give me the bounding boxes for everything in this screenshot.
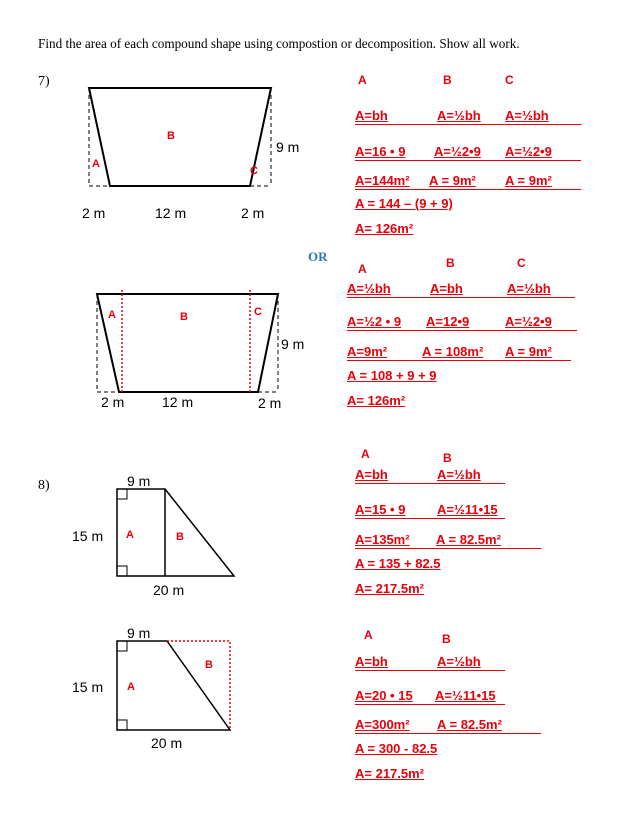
w7a-l4: A = 144 – (9 + 9) (355, 196, 453, 211)
w8b-l5: A= 217.5m² (355, 766, 425, 781)
w8a-l3-b: A = 82.5m² (436, 532, 501, 547)
fig8a-label-a: A (126, 529, 134, 541)
fig8b-dim-height: 15 m (72, 679, 104, 695)
w7b-l1-a: A=½bh (347, 281, 391, 296)
fig8a-label-b: B (176, 531, 184, 543)
w8b-l2-a: A=20 • 15 (355, 688, 413, 703)
w7b-l3-a: A=9m² (347, 344, 388, 359)
w7a-l3-c: A = 9m² (505, 173, 552, 188)
w7a-l2-a: A=16 • 9 (355, 144, 406, 159)
w7b-l3-c: A = 9m² (505, 344, 552, 359)
w8a-l3-a: A=135m² (355, 532, 410, 547)
w7a-header-a: A (358, 73, 367, 87)
w8a-header-a: A (361, 447, 370, 461)
fig7b-dim-right: 2 m (258, 395, 282, 411)
w7b-l2-b: A=12•9 (426, 314, 470, 329)
fig7a-dim-right: 2 m (241, 205, 265, 221)
w7a-l3-b: A = 9m² (429, 173, 476, 188)
w7b-l5: A= 126m² (347, 393, 406, 408)
fig7a-dim-left: 2 m (82, 205, 106, 221)
fig7a-label-c: C (250, 165, 258, 177)
fig7a-dim-height: 9 m (276, 139, 300, 155)
w8b-l3-a: A=300m² (355, 717, 410, 732)
fig8b-label-a: A (127, 681, 135, 693)
fig8a-dim-top: 9 m (127, 473, 151, 489)
fig8b-label-b: B (205, 659, 213, 671)
w8b-l2-b: A=½11•15 (435, 688, 496, 703)
fig7a-dim-base: 12 m (155, 205, 187, 221)
w7a-l3-a: A=144m² (355, 173, 410, 188)
fig7b-label-a: A (108, 309, 116, 321)
w7a-l1-b: A=½bh (437, 108, 481, 123)
fig7b-label-c: C (254, 306, 262, 318)
w7a-l1-c: A=½bh (505, 108, 549, 123)
fig7b-dim-height: 9 m (281, 336, 305, 352)
figure-7-decomposition (89, 88, 271, 186)
figure-7-composition (97, 294, 278, 392)
w7b-l2-c: A=½2•9 (505, 314, 552, 329)
w7a-l2-c: A=½2•9 (505, 144, 552, 159)
w7b-l1-c: A=½bh (507, 281, 551, 296)
w8b-l1-a: A=bh (355, 654, 388, 669)
fig7b-dim-base: 12 m (162, 394, 194, 410)
problem-number-8: 8) (38, 478, 50, 493)
w8a-l1-a: A=bh (355, 467, 388, 482)
w7a-l2-b: A=½2•9 (434, 144, 481, 159)
w8b-header-a: A (364, 628, 373, 642)
w7b-l2-a: A=½2 • 9 (347, 314, 402, 329)
w7b-l1-b: A=bh (430, 281, 463, 296)
fig7a-label-a: A (92, 158, 100, 170)
fig7b-label-b: B (180, 311, 188, 323)
w7a-l1-a: A=bh (355, 108, 388, 123)
w7b-header-b: B (446, 256, 455, 270)
w8a-l5: A= 217.5m² (355, 581, 425, 596)
fig7a-label-b: B (167, 130, 175, 142)
w8a-header-b: B (443, 451, 452, 465)
w7a-header-b: B (443, 73, 452, 87)
problem-number-7: 7) (38, 74, 50, 89)
fig8a-dim-height: 15 m (72, 528, 104, 544)
w8a-l4: A = 135 + 82.5 (355, 556, 441, 571)
w7a-l5: A= 126m² (355, 221, 414, 236)
fig8b-dim-top: 9 m (127, 625, 151, 641)
fig8a-dim-base: 20 m (153, 582, 185, 598)
w8a-l2-b: A=½11•15 (437, 502, 498, 517)
w7a-header-c: C (505, 73, 514, 87)
w7b-l4: A = 108 + 9 + 9 (347, 368, 437, 383)
w8b-l1-b: A=½bh (437, 654, 481, 669)
w7b-l3-b: A = 108m² (422, 344, 484, 359)
w8b-l4: A = 300 - 82.5 (355, 741, 438, 756)
trapezoid-shape (89, 88, 271, 186)
w7b-header-a: A (358, 262, 367, 276)
w8a-l2-a: A=15 • 9 (355, 502, 406, 517)
w8a-l1-b: A=½bh (437, 467, 481, 482)
w7b-header-c: C (517, 256, 526, 270)
fig8b-dim-base: 20 m (151, 735, 183, 751)
or-label: OR (308, 249, 328, 264)
w8b-l3-b: A = 82.5m² (437, 717, 502, 732)
w8b-header-b: B (442, 632, 451, 646)
fig7b-dim-left: 2 m (101, 394, 125, 410)
instructions: Find the area of each compound shape using compostion or decomposition. Show all work. (38, 36, 520, 51)
trapezoid-shape-2 (97, 294, 278, 392)
